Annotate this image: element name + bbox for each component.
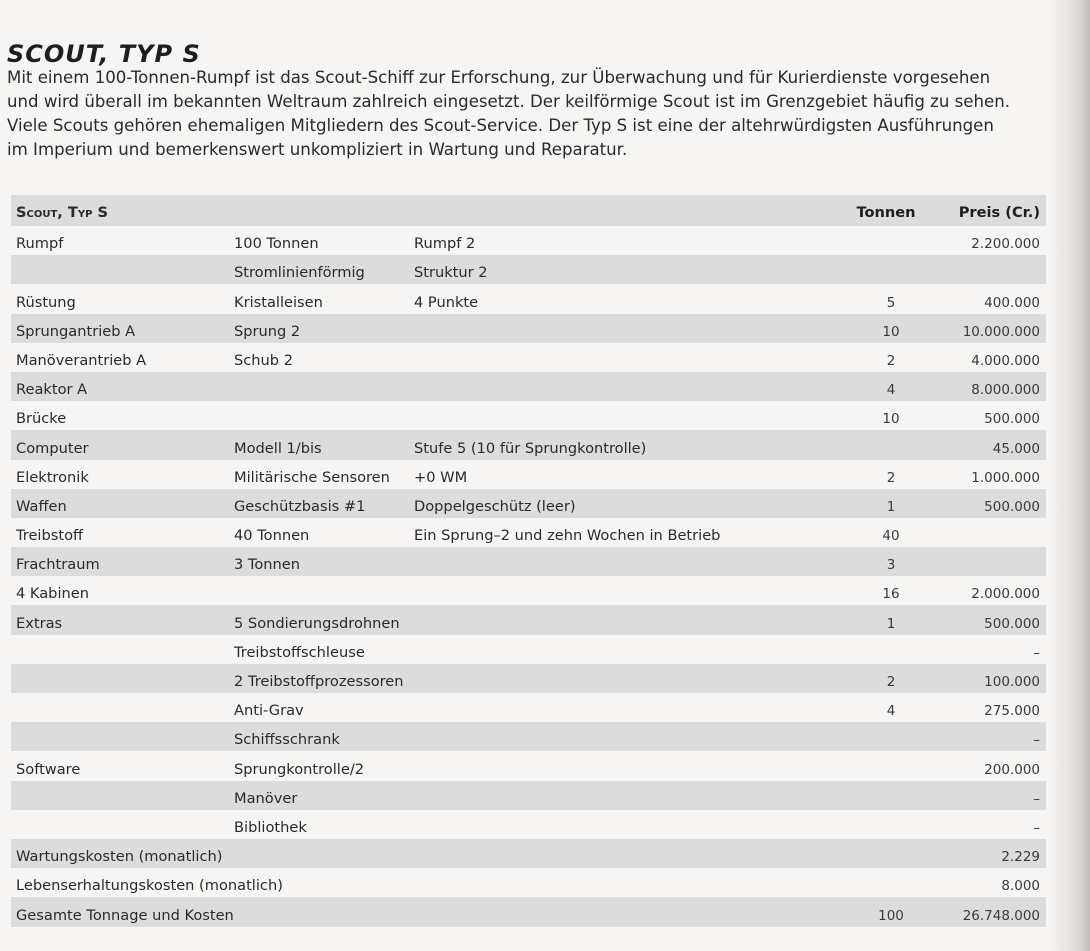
table-cell-c3: 1 (886, 498, 896, 515)
table-row (11, 314, 1046, 343)
table-cell-c4: – (1033, 790, 1040, 807)
table-cell-c4: – (1033, 732, 1040, 749)
table-cell-c0: Elektronik (16, 468, 89, 486)
table-cell-c0: Lebenserhaltungskosten (monatlich) (16, 877, 283, 895)
table-row (11, 722, 1046, 751)
table-cell-c3: 100 (878, 907, 904, 924)
table-cell-c1: Schub 2 (234, 351, 293, 369)
table-cell-c2: Stufe 5 (10 für Sprungkontrolle) (414, 439, 647, 457)
table-cell-c4: 200.000 (984, 761, 1040, 778)
table-cell-c0: Computer (16, 439, 89, 457)
table-row (11, 372, 1046, 401)
table-cell-c0: Rumpf (16, 235, 64, 253)
table-cell-c4: – (1033, 819, 1040, 836)
table-cell-c3: 3 (886, 557, 896, 574)
table-row (11, 751, 1046, 780)
table-cell-c3: 5 (886, 294, 896, 311)
table-header-preis: Preis (Cr.) (958, 204, 1040, 221)
page-title: SCOUT, TYP S (7, 40, 201, 68)
table-row (11, 547, 1046, 576)
table-cell-c4: – (1033, 644, 1040, 661)
intro-line: und wird überall im bekannten Weltraum zahlreich eingesetzt. Der keilförmige Scout ist im Grenzgebiet häufig zu sehen. (7, 92, 1011, 111)
table-cell-c3: 10 (882, 323, 900, 340)
table-cell-c0: 4 Kabinen (16, 585, 89, 603)
table-cell-c1: 3 Tonnen (234, 556, 301, 574)
table-cell-c2: Struktur 2 (414, 264, 488, 282)
table-cell-c1: 100 Tonnen (234, 235, 319, 253)
ship-stats-table (11, 195, 1046, 927)
table-cell-c3: 40 (882, 528, 900, 545)
table-cell-c1: Geschützbasis #1 (234, 497, 366, 515)
table-cell-c1: Anti-Grav (234, 702, 304, 720)
table-row (11, 255, 1046, 284)
table-cell-c2: Rumpf 2 (414, 235, 476, 253)
table-cell-c1: Militärische Sensoren (234, 468, 390, 486)
table-row (11, 868, 1046, 897)
table-cell-c0: Software (16, 760, 81, 778)
table-cell-c1: Sprungkontrolle/2 (234, 760, 365, 778)
intro-line: Viele Scouts gehören ehemaligen Mitgliedern des Scout-Service. Der Typ S ist eine der altehrwürdigsten Ausführungen (7, 116, 994, 135)
table-cell-c1: Treibstoffschleuse (234, 643, 365, 661)
table-cell-c0: Sprungantrieb A (16, 322, 136, 340)
table-cell-c3: 4 (886, 382, 896, 399)
table-row (11, 576, 1046, 605)
table-row (11, 897, 1046, 926)
intro-line: im Imperium und bemerkenswert unkompliziert in Wartung und Reparatur. (7, 140, 628, 159)
table-cell-c3: 2 (886, 674, 896, 690)
table-cell-c4: 8.000.000 (971, 382, 1040, 399)
table-cell-c1: Modell 1/bis (234, 439, 322, 457)
table-row (11, 518, 1046, 547)
table-row (11, 343, 1046, 372)
table-cell-c0: Rüstung (16, 293, 76, 311)
table-cell-c4: 1.000.000 (971, 469, 1040, 486)
table-cell-c4: 500.000 (984, 615, 1040, 632)
table-cell-c4: 100.000 (984, 674, 1040, 690)
table-cell-c2: Doppelgeschütz (leer) (414, 497, 576, 515)
table-cell-c2: Ein Sprung–2 und zehn Wochen in Betrieb (414, 527, 721, 545)
table-cell-c4: 2.000.000 (971, 586, 1040, 603)
table-cell-c3: 2 (886, 469, 896, 486)
table-cell-c0: Extras (16, 614, 63, 632)
table-row (11, 284, 1046, 313)
table-row (11, 664, 1046, 693)
table-cell-c1: Sprung 2 (234, 322, 301, 340)
table-cell-c3: 4 (886, 703, 896, 720)
table-cell-c0: Reaktor A (16, 381, 88, 399)
table-cell-c0: Wartungskosten (monatlich) (16, 848, 223, 866)
table-cell-c0: Frachtraum (16, 556, 100, 574)
table-cell-c0: Gesamte Tonnage und Kosten (16, 906, 234, 924)
table-cell-c4: 2.229 (1001, 849, 1040, 866)
table-row (11, 839, 1046, 868)
table-row (11, 605, 1046, 634)
table-cell-c2: 4 Punkte (414, 293, 479, 311)
table-cell-c4: 2.200.000 (971, 236, 1040, 253)
table-cell-c0: Treibstoff (16, 527, 84, 545)
table-cell-c4: 500.000 (984, 411, 1040, 428)
table-cell-c4: 275.000 (984, 703, 1040, 720)
intro-line: Mit einem 100-Tonnen-Rumpf ist das Scout-Schiff zur Erforschung, zur Überwachung und für Kurierdienste vorgesehen (7, 68, 991, 87)
table-row (11, 693, 1046, 722)
table-header-tonnen: Tonnen (856, 204, 916, 221)
intro-paragraph (7, 66, 1090, 162)
table-cell-c3: 2 (886, 352, 896, 369)
table-cell-c0: Brücke (16, 410, 67, 428)
table-header-row (11, 195, 1046, 226)
table-cell-c1: 40 Tonnen (234, 527, 310, 545)
table-row (11, 226, 1046, 255)
table-cell-c4: 10.000.000 (962, 323, 1040, 340)
table-cell-c4: 45.000 (992, 440, 1040, 457)
table-cell-c4: 400.000 (984, 294, 1040, 311)
table-row (11, 810, 1046, 839)
table-header-name: Scout, Typ S (16, 204, 109, 221)
table-cell-c0: Waffen (16, 497, 67, 515)
table-cell-c4: 8.000 (1001, 878, 1040, 895)
table-row (11, 430, 1046, 459)
table-cell-c4: 500.000 (984, 498, 1040, 515)
table-cell-c2: +0 WM (414, 468, 468, 486)
table-cell-c3: 1 (886, 615, 896, 632)
table-cell-c3: 10 (882, 411, 900, 428)
table-cell-c1: 5 Sondierungsdrohnen (234, 614, 400, 632)
table-row (11, 460, 1046, 489)
table-cell-c1: Kristalleisen (234, 293, 323, 311)
table-cell-c0: Manöverantrieb A (16, 351, 147, 369)
table-row (11, 635, 1046, 664)
table-cell-c3: 16 (882, 586, 900, 603)
table-cell-c1: Stromlinienförmig (234, 264, 365, 282)
table-cell-c1: Bibliothek (234, 818, 307, 836)
table-row (11, 781, 1046, 810)
table-cell-c4: 26.748.000 (962, 907, 1040, 924)
table-cell-c4: 4.000.000 (971, 352, 1040, 369)
table-row (11, 489, 1046, 518)
table-cell-c1: 2 Treibstoffprozessoren (234, 673, 404, 690)
table-row (11, 401, 1046, 430)
table-cell-c1: Schiffsschrank (234, 731, 340, 749)
table-cell-c1: Manöver (234, 789, 298, 807)
